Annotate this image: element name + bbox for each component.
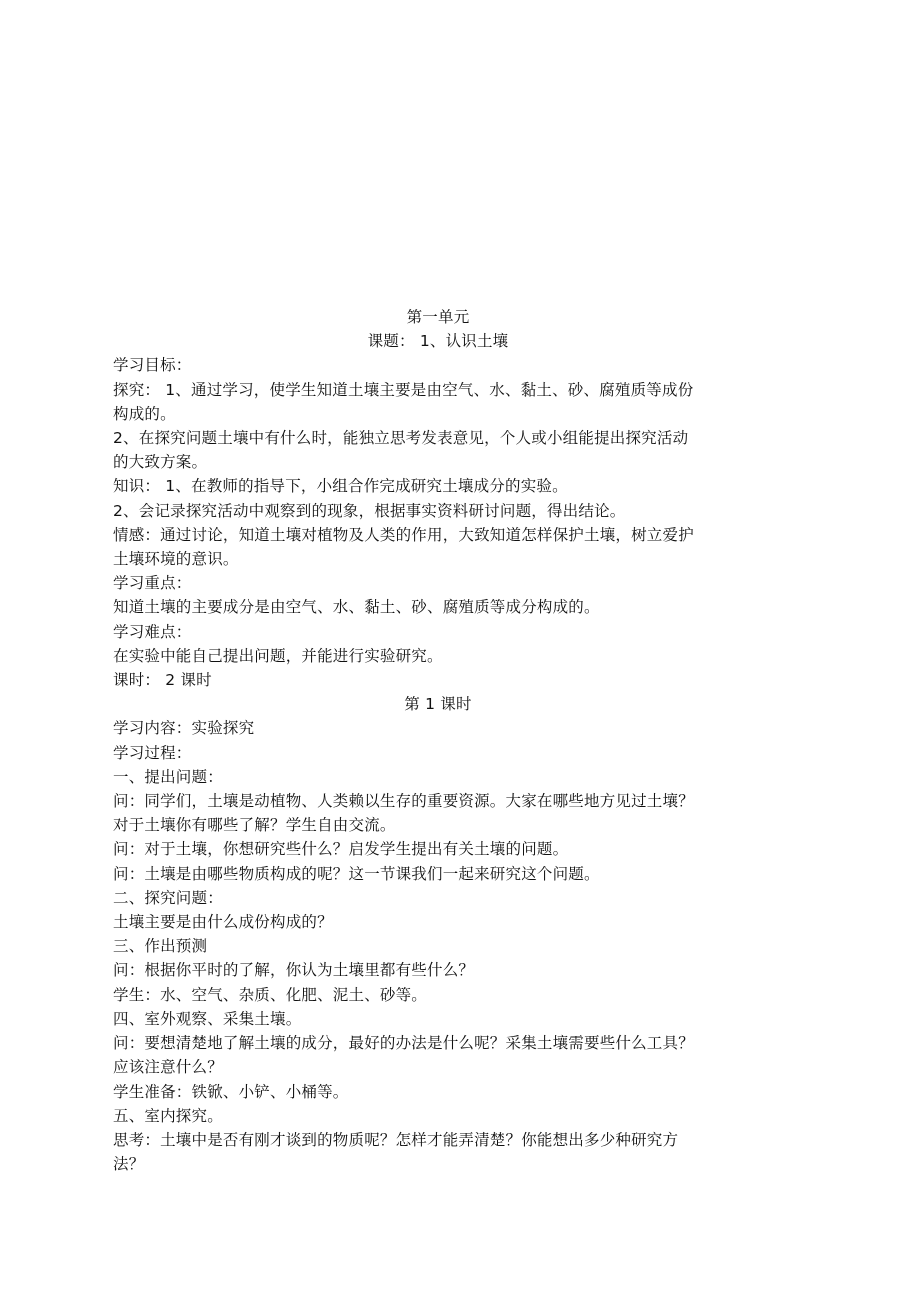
text-line: 学生：水、空气、杂质、化肥、泥土、砂等。	[113, 985, 428, 1004]
text-line: 学习难点：	[113, 622, 192, 641]
text-line: 二、探究问题：	[113, 888, 223, 907]
text-line: 问：根据你平时的了解，你认为土壤里都有些什么？	[113, 961, 475, 980]
objectives-section	[113, 353, 763, 692]
text-line: 四、室外观察、采集土壤。	[113, 1009, 302, 1028]
text-line: 应该注意什么？	[113, 1058, 223, 1077]
text-line: 2、在探究问题土壤中有什么时，能独立思考发表意见，个人或小组能提出探究活动	[113, 429, 689, 448]
text-line: 知识： 1、在教师的指导下，小组合作完成研究土壤成分的实验。	[113, 477, 568, 496]
text-line: 问：要想清楚地了解土壤的成分，最好的办法是什么呢？采集土壤需要些什么工具？	[113, 1034, 694, 1053]
text-line: 学习过程：	[113, 743, 192, 762]
text-line: 学生准备：铁锨、小铲、小桶等。	[113, 1082, 349, 1101]
text-line: 的大致方案。	[113, 453, 208, 472]
lesson-title: 课题： 1、认识土壤	[367, 332, 509, 351]
text-line: 学习重点：	[113, 574, 192, 593]
text-line: 学习内容：实验探究	[113, 719, 255, 738]
text-line: 学习目标：	[113, 356, 192, 375]
text-line: 问：土壤是由哪些物质构成的呢？这一节课我们一起来研究这个问题。	[113, 864, 600, 883]
text-line: 2、会记录探究活动中观察到的现象，根据事实资料研讨问题，得出结论。	[113, 501, 626, 520]
text-line: 情感：通过讨论，知道土壤对植物及人类的作用，大致知道怎样保护土壤，树立爱护	[113, 525, 694, 544]
text-line: 课时： 2 课时	[113, 671, 212, 690]
text-line: 法？	[113, 1155, 145, 1174]
text-line: 土壤主要是由什么成份构成的？	[113, 913, 333, 932]
process-section	[113, 716, 763, 1176]
text-line: 思考：土壤中是否有刚才谈到的物质呢？怎样才能弄清楚？你能想出多少种研究方	[113, 1130, 679, 1149]
text-line: 土壤环境的意识。	[113, 550, 239, 569]
session-title: 第 1 课时	[404, 695, 472, 714]
unit-title: 第一单元	[406, 308, 470, 326]
text-line: 问：同学们，土壤是动植物、人类赖以生存的重要资源。大家在哪些地方见过土壤？	[113, 792, 694, 811]
text-line: 构成的。	[113, 404, 176, 423]
text-line: 知道土壤的主要成分是由空气、水、黏土、砂、腐殖质等成分构成的。	[113, 598, 600, 617]
text-line: 问：对于土壤，你想研究些什么？启发学生提出有关土壤的问题。	[113, 840, 569, 859]
text-line: 一、提出问题：	[113, 767, 223, 786]
text-line: 三、作出预测	[113, 937, 208, 956]
text-line: 探究： 1、通过学习，使学生知道土壤主要是由空气、水、黏土、砂、腐殖质等成份	[113, 380, 694, 399]
text-line: 五、室内探究。	[113, 1106, 223, 1125]
text-line: 在实验中能自己提出问题，并能进行实验研究。	[113, 646, 443, 665]
document-page	[113, 305, 763, 1176]
text-line: 对于土壤你有哪些了解？学生自由交流。	[113, 816, 396, 835]
